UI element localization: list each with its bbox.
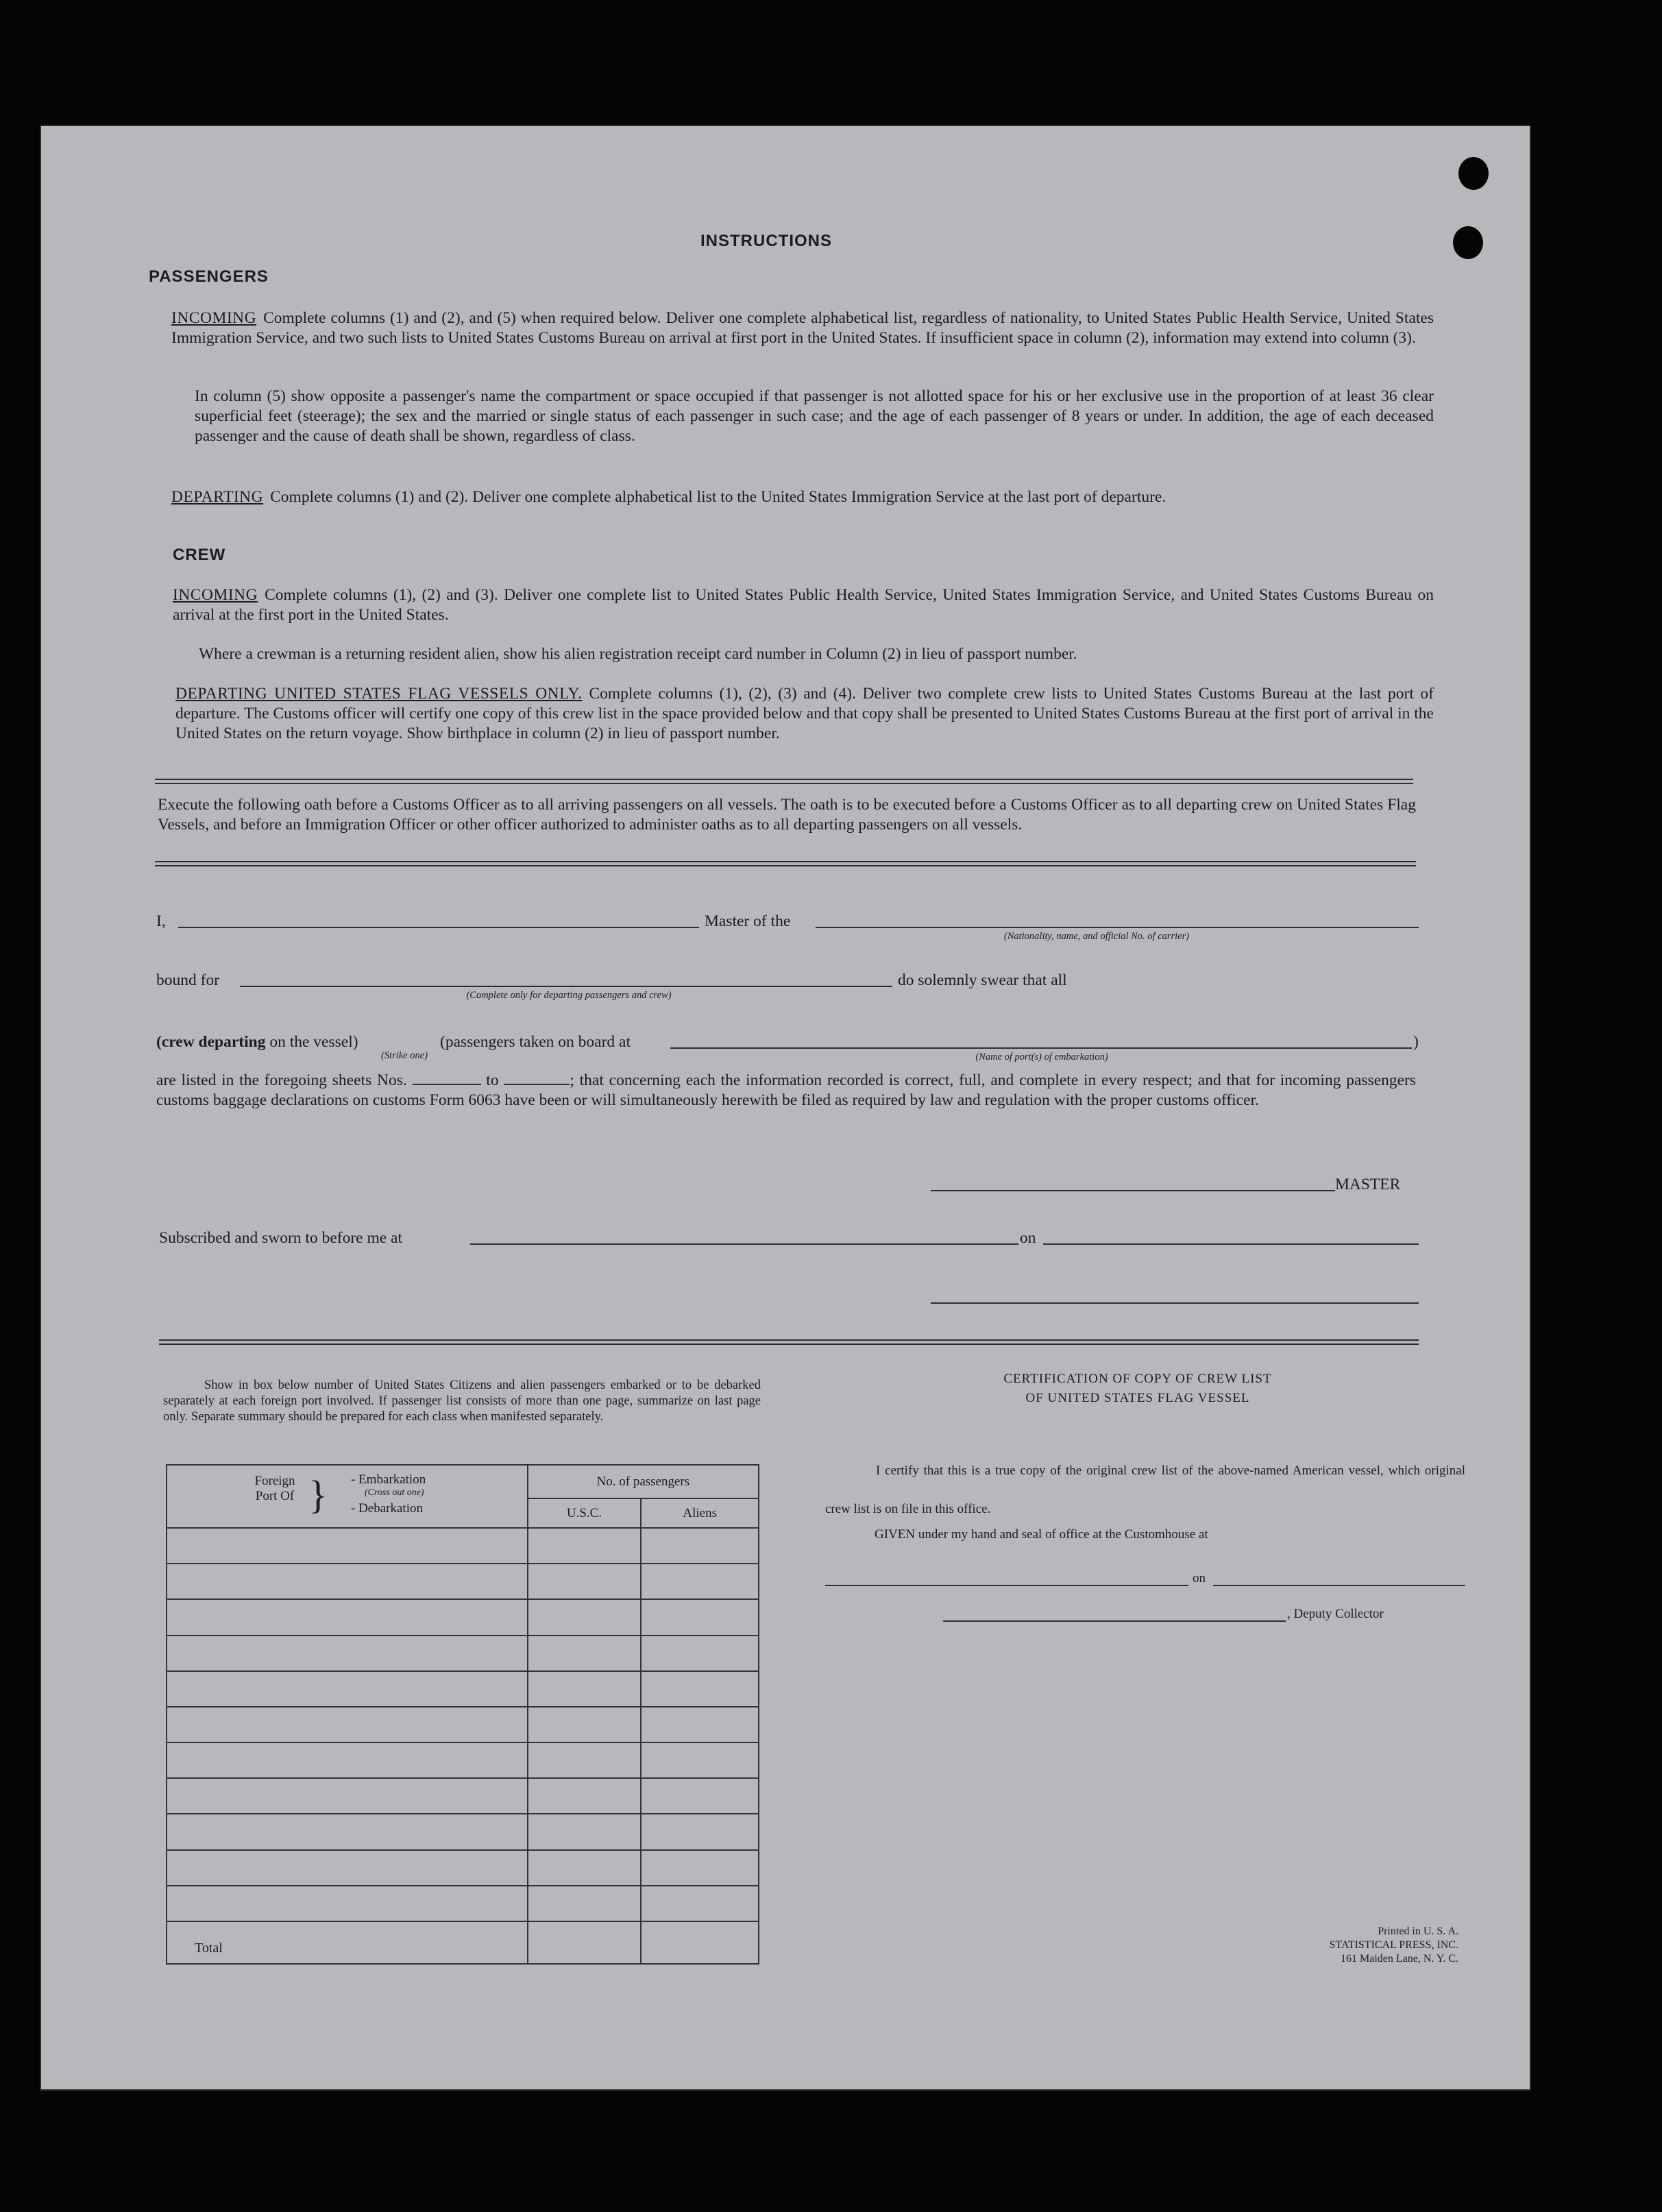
usc-cell[interactable] (528, 1564, 641, 1599)
port-cell[interactable] (167, 1636, 528, 1671)
master-label: MASTER (1335, 1176, 1401, 1193)
aliens-cell[interactable] (641, 1707, 759, 1742)
usc-cell[interactable] (528, 1778, 641, 1814)
deputy-collector-line[interactable] (943, 1620, 1286, 1622)
to-label: to (486, 1071, 499, 1089)
certification-date-line[interactable] (1213, 1585, 1465, 1586)
customhouse-line[interactable] (825, 1585, 1188, 1586)
bound-for-caption: (Complete only for departing passengers and crew) (466, 990, 672, 1001)
master-of-label: Master of the (705, 912, 791, 930)
port-cell[interactable] (167, 1564, 528, 1599)
total-aliens-cell[interactable] (641, 1921, 759, 1964)
master-signature-line[interactable] (931, 1190, 1335, 1191)
crew-incoming-instruction (173, 585, 1434, 625)
sheet-to-line[interactable] (504, 1073, 570, 1085)
passengers-incoming-text: Complete columns (1) and (2), and (5) when required below. Deliver one complete alphabetical list, regardless of nationality, to United States Public Health Service, United States Immigration Service, and two such lists to United States Customs Bureau on arrival at first port in the United States. If insufficient space in column (2), information may extend into column (3). (171, 309, 1434, 347)
punch-hole-top (1458, 157, 1489, 190)
carrier-line[interactable] (816, 927, 1419, 928)
aliens-cell[interactable] (641, 1886, 759, 1921)
port-cell[interactable] (167, 1814, 528, 1849)
carrier-caption: (Nationality, name, and official No. of carrier) (1003, 931, 1190, 942)
port-cell[interactable] (167, 1528, 528, 1564)
usc-cell[interactable] (528, 1850, 641, 1886)
passengers-heading: PASSENGERS (149, 267, 269, 286)
certify-text: I certify that this is a true copy of the original crew list of the above-named American vessel, which original crew list is on file in this office. (825, 1463, 1465, 1516)
usc-cell[interactable] (528, 1707, 641, 1742)
divider-rule (155, 783, 1413, 784)
usc-cell[interactable] (528, 1886, 641, 1921)
divider-rule (159, 1344, 1419, 1345)
cross-out-caption: (Cross out one) (365, 1487, 424, 1498)
imprint-line1: Printed in U. S. A. (1378, 1925, 1458, 1937)
officer-signature-line[interactable] (931, 1302, 1419, 1304)
crew-heading: CREW (173, 546, 226, 564)
passenger-summary-table (166, 1464, 759, 1965)
aliens-cell[interactable] (641, 1850, 759, 1886)
aliens-cell[interactable] (641, 1564, 759, 1599)
passengers-incoming-instruction (171, 308, 1434, 348)
on-vessel-text: on the vessel) (269, 1033, 358, 1051)
aliens-cell[interactable] (641, 1814, 759, 1849)
usc-cell[interactable] (528, 1528, 641, 1564)
ports-caption: (Name of port(s) of embarkation) (975, 1052, 1108, 1062)
aliens-cell[interactable] (641, 1528, 759, 1564)
crew-departing-label: DEPARTING UNITED STATES FLAG VESSELS ONLY. (175, 685, 583, 703)
bound-for-label: bound for (156, 971, 220, 989)
given-text: GIVEN under my hand and seal of office at the Customhouse at (875, 1527, 1208, 1542)
sheet-from-line[interactable] (413, 1073, 481, 1085)
usc-cell[interactable] (528, 1742, 641, 1778)
embarkation-port-line[interactable] (670, 1047, 1412, 1049)
certification-title-line1: CERTIFICATION OF COPY OF CREW LIST (1003, 1372, 1272, 1386)
certification-on-label: on (1193, 1571, 1206, 1585)
no-of-passengers-header: No. of passengers (528, 1465, 759, 1498)
port-cell[interactable] (167, 1742, 528, 1778)
sworn-date-line[interactable] (1043, 1243, 1419, 1245)
listed-label: are listed in the foregoing sheets Nos. (156, 1071, 407, 1089)
total-label: Total (167, 1921, 528, 1964)
concerning-text: ; that concerning each the information recorded is correct, full, and complete in every respect; and that for incoming passengers customs baggage declarations on customs Form 6063 have been or will simultaneously herewith be filed as required by law and regulation with the proper customs officer. (156, 1071, 1417, 1109)
port-cell[interactable] (167, 1850, 528, 1886)
bound-for-line[interactable] (240, 986, 892, 987)
port-cell[interactable] (167, 1886, 528, 1921)
aliens-cell[interactable] (641, 1636, 759, 1671)
printer-imprint (1206, 1925, 1458, 1966)
instructions-title: INSTRUCTIONS (700, 232, 832, 250)
subscribed-label: Subscribed and sworn to before me at (159, 1229, 403, 1247)
port-cell[interactable] (167, 1707, 528, 1742)
form-sheet (41, 126, 1530, 2089)
aliens-cell[interactable] (641, 1599, 759, 1635)
port-header-cell (167, 1465, 528, 1528)
embarkation-label: - Embarkation (351, 1472, 426, 1487)
port-cell[interactable] (167, 1599, 528, 1635)
divider-rule (155, 861, 1416, 862)
sworn-on-label: on (1020, 1229, 1036, 1247)
column5-instruction: In column (5) show opposite a passenger's name the compartment or space occupied if that passenger is not allotted space for his or her exclusive use in the proportion of at least 36 clear superficial feet (steerage); the sex and the married or single status of each passenger in such case; and the age of each passenger of 8 years or under. In addition, the age of each deceased passenger and the cause of death shall be shown, regardless of class. (195, 387, 1434, 445)
aliens-cell[interactable] (641, 1671, 759, 1707)
divider-rule (155, 779, 1413, 780)
aliens-cell[interactable] (641, 1778, 759, 1814)
master-name-line[interactable] (178, 927, 699, 928)
swear-label: do solemnly swear that all (898, 971, 1067, 989)
aliens-cell[interactable] (641, 1742, 759, 1778)
passengers-incoming-label: INCOMING (171, 309, 257, 327)
oath-instruction: Execute the following oath before a Customs Officer as to all arriving passengers on all vessels. The oath is to be executed before a Customs Officer as to all departing crew on United States Flag Vessels, and before an Immigration Officer or other officer authorized to administer oaths as to all departing passengers on all vessels. (158, 796, 1416, 834)
summary-instruction: Show in box below number of United States Citizens and alien passengers embarked or to be debarked separately at each foreign port involved. If passenger list consists of more than one page, summarize on last page only. Separate summary should be prepared for each class when manifested separately. (163, 1378, 761, 1424)
crew-departing-instruction (175, 684, 1434, 744)
imprint-line3: 161 Maiden Lane, N. Y. C. (1341, 1953, 1458, 1965)
passengers-taken-label: (passengers taken on board at (440, 1033, 631, 1051)
port-cell[interactable] (167, 1671, 528, 1707)
port-cell[interactable] (167, 1778, 528, 1814)
passengers-departing-label: DEPARTING (171, 488, 264, 506)
oath-i-label: I, (156, 912, 166, 930)
imprint-line2: STATISTICAL PRESS, INC. (1329, 1939, 1458, 1951)
usc-cell[interactable] (528, 1671, 641, 1707)
sworn-place-line[interactable] (470, 1243, 1018, 1245)
usc-cell[interactable] (528, 1599, 641, 1635)
passengers-departing-instruction (171, 487, 1434, 507)
brace-glyph: } (308, 1472, 328, 1517)
debarkation-label: - Debarkation (351, 1501, 423, 1516)
divider-rule (159, 1339, 1419, 1341)
listed-paragraph (156, 1071, 1416, 1110)
close-paren: ) (1413, 1033, 1419, 1051)
divider-rule (155, 865, 1416, 866)
foreign-port-of-label: Foreign Port Of (254, 1474, 295, 1503)
certification-title (864, 1370, 1412, 1408)
deputy-collector-label: , Deputy Collector (1287, 1607, 1384, 1621)
certification-title-line2: OF UNITED STATES FLAG VESSEL (1025, 1391, 1250, 1405)
crew-incoming-text: Complete columns (1), (2) and (3). Deliver one complete list to United States Public Health Service, United States Immigration Service, and United States Customs Bureau on arrival at the first port in the United States. (173, 586, 1434, 624)
passengers-departing-text: Complete columns (1) and (2). Deliver one complete alphabetical list to the United States Immigration Service at the last port of departure. (270, 488, 1166, 506)
total-usc-cell[interactable] (528, 1921, 641, 1964)
aliens-header: Aliens (641, 1498, 759, 1528)
strike-caption: (Strike one) (380, 1050, 428, 1061)
resident-alien-instruction: Where a crewman is a returning resident alien, show his alien registration receipt card number in Column (2) in lieu of passport number. (199, 645, 1077, 663)
crew-incoming-label: INCOMING (173, 586, 258, 604)
crew-departing-oath-label (156, 1032, 358, 1052)
usc-cell[interactable] (528, 1636, 641, 1671)
crew-departing-text: Complete columns (1), (2), (3) and (4). Deliver two complete crew lists to United States Customs Bureau at the last port of departure. The Customs officer will certify one copy of this crew list in the space provided below and that copy shall be presented to United States Customs Bureau at the first port of arrival in the United States on the return voyage. Show birthplace in column (2) in lieu of passport number. (175, 685, 1434, 742)
usc-header: U.S.C. (528, 1498, 641, 1528)
punch-hole-bottom (1453, 226, 1483, 259)
crew-departing-text: (crew departing (156, 1033, 266, 1051)
usc-cell[interactable] (528, 1814, 641, 1849)
